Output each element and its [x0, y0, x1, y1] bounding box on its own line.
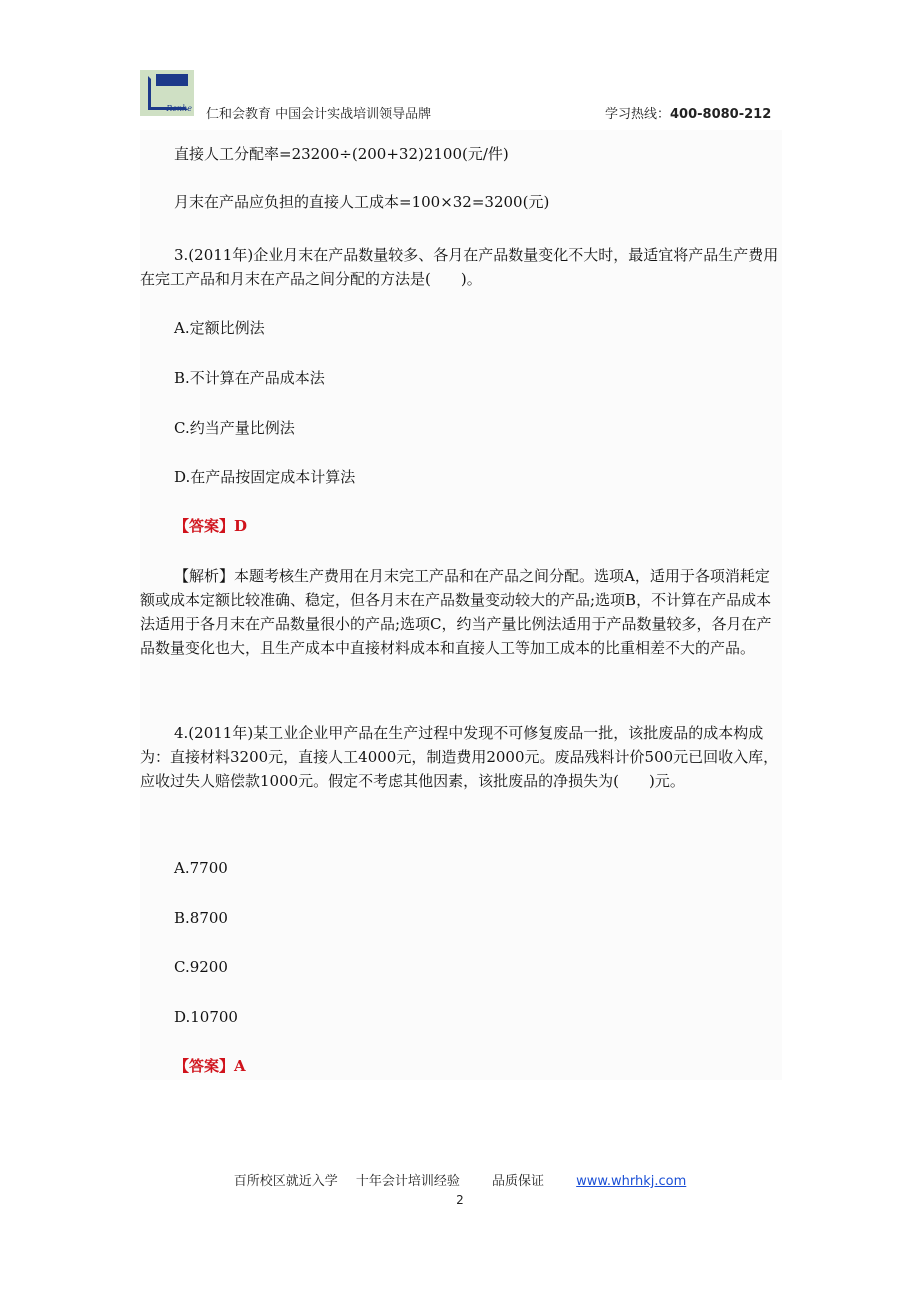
question-3-option-a: A.定额比例法 [174, 319, 265, 337]
question-3-analysis: 【解析】本题考核生产费用在月末完工产品和在产品之间分配。选项A，适用于各项消耗定额或成本定额比较准确、稳定，但各月末在产品数量变动较大的产品;选项B，不计算在产品成本法适用于各月末在产品数量很小的产品;选项C，约当产量比例法适用于产品数量较多，各月在产品数量变化也大，且生产成本中直接材料成本和直接人工等加工成本的比重相差不大的产品。 [140, 567, 772, 657]
question-4-option-d: D.10700 [174, 1008, 238, 1026]
header-hotline [605, 103, 771, 122]
header-brand: 仁和会教育 中国会计实战培训领导品牌 [206, 107, 432, 122]
question-3-option-d: D.在产品按固定成本计算法 [174, 468, 356, 486]
logo-text: Renhe [166, 104, 192, 113]
calc-line-2: 月末在产品应负担的直接人工成本=100×32=3200(元) [174, 193, 550, 211]
hotline-number: 400-8080-212 [670, 107, 772, 122]
answer-label: 【答案】 [174, 517, 235, 535]
answer-value: A [234, 1057, 246, 1075]
footer-slogan-2: 十年会计培训经验 [355, 1174, 460, 1189]
calc-line-1: 直接人工分配率=23200÷(200+32)2100(元/件) [174, 145, 509, 163]
question-4-option-a: A.7700 [174, 859, 228, 877]
footer-slogan-3: 品质保证 [492, 1174, 545, 1189]
hotline-label: 学习热线： [605, 107, 671, 122]
page-footer [0, 1170, 920, 1189]
question-3-option-b: B.不计算在产品成本法 [174, 369, 325, 387]
renhe-logo [140, 70, 194, 116]
question-3-option-c: C.约当产量比例法 [174, 419, 295, 437]
question-4-stem: 4.(2011年)某工业企业甲产品在生产过程中发现不可修复废品一批，该批废品的成本构成为：直接材料3200元，直接人工4000元，制造费用2000元。废品残料计价500元已回收入库，应收过失人赔偿款1000元。假定不考虑其他因素，该批废品的净损失为( )元。 [140, 724, 779, 790]
question-4-option-c: C.9200 [174, 958, 228, 976]
footer-slogan-1: 百所校区就近入学 [233, 1174, 338, 1189]
page-number: 2 [456, 1193, 464, 1207]
answer-value: D [234, 517, 248, 535]
answer-label: 【答案】 [174, 1057, 235, 1075]
question-4-answer [174, 1054, 816, 1078]
question-3-stem: 3.(2011年)企业月末在产品数量较多、各月在产品数量变化不大时，最适宜将产品生产费用在完工产品和月末在产品之间分配的方法是( )。 [140, 246, 779, 288]
question-3-answer [174, 514, 816, 538]
footer-website-link[interactable]: www.whrhkj.com [576, 1174, 687, 1189]
question-4-option-b: B.8700 [174, 909, 228, 927]
